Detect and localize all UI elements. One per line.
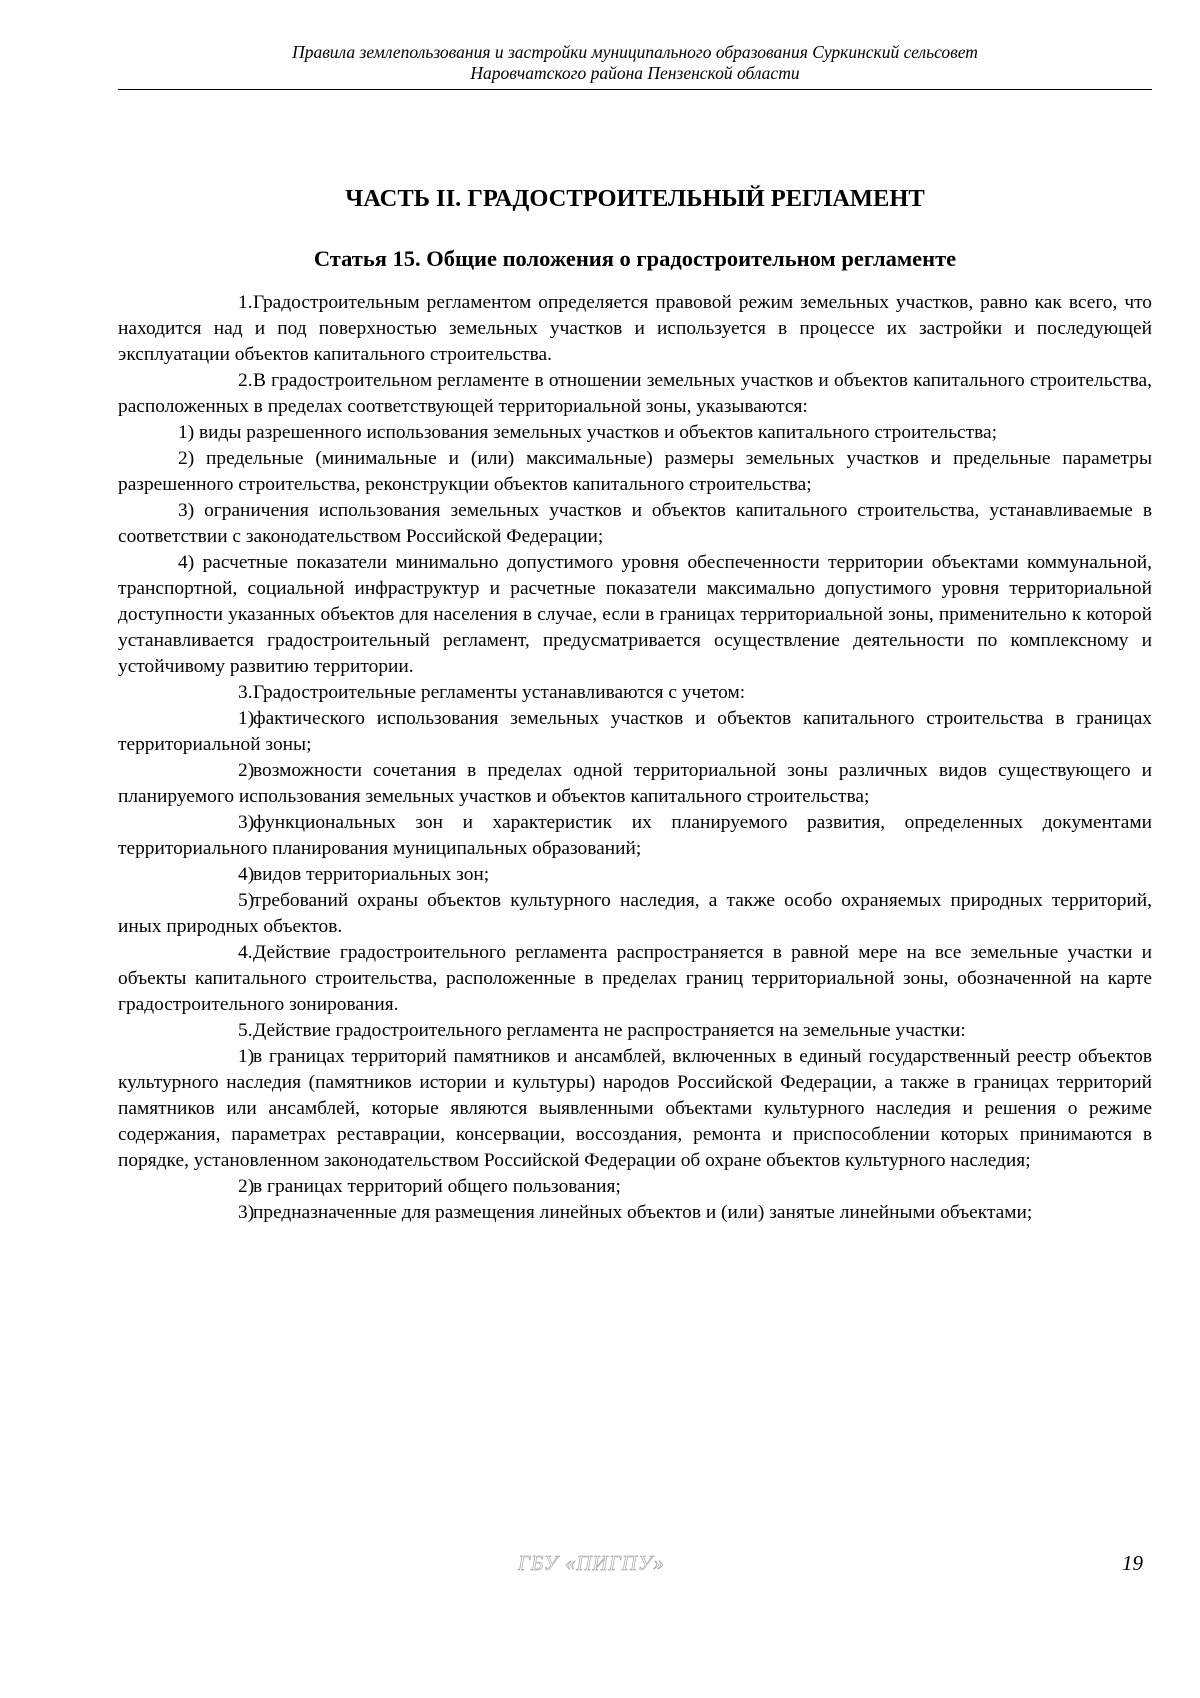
- paragraph: [118, 888, 1152, 940]
- paragraph: [118, 680, 1152, 706]
- paragraph: [118, 862, 1152, 888]
- paragraph-text: Действие градостроительного регламента распространяется в равной мере на все земельные участки и объекты капитального строительства, расположенные в пределах границ территориальной зоны, обозначенной на карте градостроительного зонирования.: [118, 942, 1152, 1015]
- paragraph-text: видов территориальных зон;: [253, 864, 490, 885]
- paragraph-number: 1): [238, 708, 255, 729]
- paragraph-text: требований охраны объектов культурного наследия, а также особо охраняемых природных территорий, иных природных объектов.: [118, 890, 1152, 937]
- header-divider: [118, 89, 1152, 90]
- paragraph-text: в границах территорий общего пользования;: [253, 1176, 621, 1197]
- paragraph-text: В градостроительном регламенте в отношении земельных участков и объектов капитального строительства, расположенных в пределах соответствующей территориальной зоны, указываются:: [118, 370, 1152, 417]
- paragraph-number: 1): [238, 1046, 255, 1067]
- paragraph: [118, 1018, 1152, 1044]
- running-header-line-1: Правила землепользования и застройки муниципального образования Суркинский сельсовет: [292, 42, 978, 62]
- paragraph-text: Действие градостроительного регламента не распространяется на земельные участки:: [253, 1020, 966, 1041]
- paragraph-number: 4.: [238, 942, 253, 963]
- paragraph: [118, 498, 1152, 550]
- paragraph: [118, 940, 1152, 1018]
- paragraph: [118, 368, 1152, 420]
- paragraph-text: в границах территорий памятников и ансамблей, включенных в единый государственный реестр объектов культурного наследия (памятников истории и культуры) народов Российской Федерации, а также в границах территорий памятников или ансамблей, которые являются выявленными объектами культурного наследия и решения о режиме содержания, параметрах реставрации, консервации, воссоздания, ремонта и приспособлении которых принимаются в порядке, установленном законодательством Российской Федерации об охране объектов культурного наследия;: [118, 1046, 1152, 1171]
- paragraph-number: 2.: [238, 370, 253, 391]
- paragraph-number: 3): [238, 812, 255, 833]
- running-header-line-2: Наровчатского района Пензенской области: [470, 63, 800, 83]
- paragraph-number: 1.: [238, 292, 253, 313]
- paragraph: [118, 758, 1152, 810]
- paragraph-text: 2) предельные (минимальные и (или) максимальные) размеры земельных участков и предельные параметры разрешенного строительства, реконструкции объектов капитального строительства;: [118, 448, 1152, 495]
- paragraph-number: 2): [238, 1176, 255, 1197]
- article-text: [118, 290, 1152, 1226]
- paragraph: [118, 420, 1152, 446]
- footer-organization: ГБУ «ПИГПУ»: [518, 1551, 665, 1575]
- paragraph-text: 1) виды разрешенного использования земельных участков и объектов капитального строительства;: [178, 422, 998, 443]
- paragraph-number: 3.: [238, 682, 253, 703]
- page-number: 19: [1122, 1551, 1143, 1575]
- paragraph-number: 2): [238, 760, 255, 781]
- paragraph: [118, 810, 1152, 862]
- document-body: [118, 184, 1152, 1226]
- paragraph-text: Градостроительные регламенты устанавливаются с учетом:: [253, 682, 746, 703]
- paragraph-text: 4) расчетные показатели минимально допустимого уровня обеспеченности территории объектами коммунальной, транспортной, социальной инфраструктур и расчетные показатели максимально допустимого уровня территориальной доступности указанных объектов для населения в случае, если в границах территориальной зоны, применительно к которой устанавливается градостроительный регламент, предусматривается осуществление деятельности по комплексному и устойчивому развитию территории.: [118, 552, 1152, 677]
- paragraph-text: 3) ограничения использования земельных участков и объектов капитального строительства, устанавливаемые в соответствии с законодательством Российской Федерации;: [118, 500, 1152, 547]
- paragraph: [118, 1200, 1152, 1226]
- paragraph-text: возможности сочетания в пределах одной территориальной зоны различных видов существующего и планируемого использования земельных участков и объектов капитального строительства;: [118, 760, 1152, 807]
- paragraph: [118, 706, 1152, 758]
- paragraph-text: фактического использования земельных участков и объектов капитального строительства в границах территориальной зоны;: [118, 708, 1152, 755]
- article-title: Статья 15. Общие положения о градостроительном регламенте: [313, 246, 957, 271]
- paragraph: [118, 1044, 1152, 1174]
- paragraph: [118, 446, 1152, 498]
- running-header: [118, 42, 1152, 84]
- paragraph: [118, 550, 1152, 680]
- paragraph-number: 3): [238, 1202, 255, 1223]
- paragraph-number: 5.: [238, 1020, 253, 1041]
- paragraph: [118, 1174, 1152, 1200]
- paragraph-text: предназначенные для размещения линейных объектов и (или) занятые линейными объектами;: [253, 1202, 1033, 1223]
- paragraph-number: 4): [238, 864, 255, 885]
- paragraph: [118, 290, 1152, 368]
- paragraph-number: 5): [238, 890, 255, 911]
- paragraph-text: функциональных зон и характеристик их планируемого развития, определенных документами территориального планирования муниципальных образований;: [118, 812, 1152, 859]
- part-title: ЧАСТЬ II. ГРАДОСТРОИТЕЛЬНЫЙ РЕГЛАМЕНТ: [345, 185, 925, 212]
- paragraph-text: Градостроительным регламентом определяется правовой режим земельных участков, равно как всего, что находится над и под поверхностью земельных участков и используется в процессе их застройки и последующей эксплуатации объектов капитального строительства.: [118, 292, 1152, 365]
